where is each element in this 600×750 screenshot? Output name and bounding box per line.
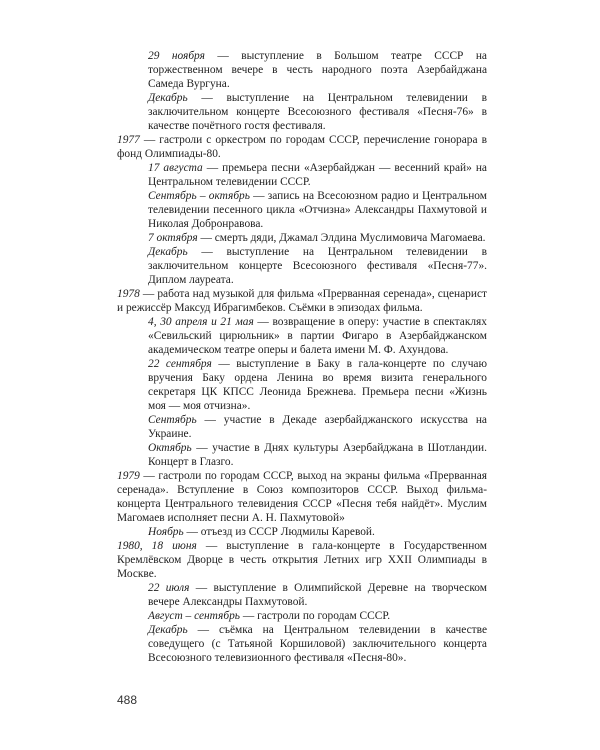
timeline-entry: 1977 — гастроли с оркестром по городам СССР, перечисление гонорара в фонд Олимпиады-80.	[117, 134, 487, 161]
timeline-entry: Декабрь — выступление на Центральном телевидении в заключительном концерте Всесоюзного фестиваля «Песня-77». Диплом лауреата.	[148, 246, 487, 287]
entry-date: Ноябрь	[148, 526, 184, 538]
entry-text: выступление в Большом театре СССР на торжественном вечере в честь народного поэта Азербайджана Самеда Вургуна.	[148, 50, 487, 91]
entry-text: участие в Днях культуры Азербайджана в Шотландии. Концерт в Глазго.	[148, 442, 487, 469]
entry-year: 1977	[117, 134, 140, 146]
entry-text: выступление на Центральном телевидении в заключительном концерте Всесоюзного фестиваля «Песня-77». Диплом лауреата.	[148, 246, 487, 287]
timeline-entry: 29 ноября — выступление в Большом театре СССР на торжественном вечере в честь народного поэта Азербайджана Самеда Вургуна.	[148, 50, 487, 91]
timeline-entry: Ноябрь — отъезд из СССР Людмилы Каревой.	[148, 526, 375, 538]
entry-text: выступление в Олимпийской Деревне на творческом вечере Александры Пахмутовой.	[148, 582, 487, 609]
entry-year: 1980, 18 июня	[117, 540, 197, 552]
entry-text: выступление в гала-концерте в Государственном Кремлёвском Дворце в честь открытия Летних игр XXII Олимпиады в Москве.	[117, 540, 487, 581]
timeline-entry: 1980, 18 июня — выступление в гала-концерте в Государственном Кремлёвском Дворце в честь открытия Летних игр XXII Олимпиады в Москве.	[117, 540, 487, 581]
entry-date: 4, 30 апреля и 21 мая	[148, 316, 254, 328]
timeline-entry: Август – сентябрь — гастроли по городам СССР.	[148, 610, 391, 622]
entry-text: смерть дяди, Джамал Элдина Муслимовича Магомаева.	[214, 232, 486, 244]
entry-date: Декабрь	[148, 624, 188, 636]
entry-text: запись на Всесоюзном радио и Центральном телевидении песенного цикла «Отчизна» Александры Пахмутовой и Николая Добронравова.	[148, 190, 487, 231]
page-number: 488	[117, 693, 138, 707]
entry-text: гастроли с оркестром по городам СССР, перечисление гонорара в фонд Олимпиады-80.	[117, 134, 487, 161]
entry-date: Октябрь	[148, 442, 192, 454]
timeline-entry: Октябрь — участие в Днях культуры Азербайджана в Шотландии. Концерт в Глазго.	[148, 442, 487, 469]
entry-year: 1979	[117, 470, 140, 482]
entry-date: 17 августа	[148, 162, 203, 174]
entry-text: премьера песни «Азербайджан — весенний край» на Центральном телевидении СССР.	[148, 162, 487, 189]
entry-date: 22 июля	[148, 582, 190, 594]
entry-text: съёмка на Центральном телевидении в качестве соведущего (с Татьяной Коршиловой) заключительного концерта Всесоюзного телевизионного фестиваля «Песня-80».	[148, 624, 488, 665]
entry-date: 29 ноября	[148, 50, 205, 62]
entry-date: Сентябрь	[148, 414, 197, 426]
entry-year: 1978	[117, 288, 140, 300]
timeline-entry: Сентябрь — участие в Декаде азербайджанского искусства на Украине.	[148, 414, 487, 441]
entry-text: выступление в Баку в гала-концерте по случаю вручения Баку ордена Ленина во время визита генерального секретаря ЦК КПСС Леонида Брежнева. Премьера песни «Жизнь моя — моя отчизна».	[148, 358, 487, 413]
entry-date: Сентябрь – октябрь	[148, 190, 250, 202]
timeline-entry: 1979 — гастроли по городам СССР, выход на экраны фильма «Прерванная серенада». Вступление в Союз композиторов СССР. Выход фильма-концерта Центрального телевидения СССР «Песня тебя найдёт». Муслим Магомаев исполняет песни А. Н. Пахмутовой»	[117, 470, 487, 525]
timeline-entry: Декабрь — выступление на Центральном телевидении в заключительном концерте Всесоюзного фестиваля «Песня-76» в качестве почётного гостя фестиваля.	[148, 92, 487, 133]
entry-date: Декабрь	[148, 92, 188, 104]
timeline-entry: 22 июля — выступление в Олимпийской Деревне на творческом вечере Александры Пахмутовой.	[148, 582, 487, 609]
timeline-entry: 1978 — работа над музыкой для фильма «Прерванная серенада», сценарист и режиссёр Максуд Ибрагимбеков. Съёмки в эпизодах фильма.	[117, 288, 487, 315]
timeline-entry: Декабрь — съёмка на Центральном телевидении в качестве соведущего (с Татьяной Коршиловой) заключительного концерта Всесоюзного телевизионного фестиваля «Песня-80».	[148, 624, 488, 665]
entry-date: Декабрь	[148, 246, 188, 258]
timeline-entry: 4, 30 апреля и 21 мая — возвращение в оперу: участие в спектаклях «Севильский цирюльник» в партии Фигаро в Азербайджанском академическом театре оперы и балета имени М. Ф. Ахундова.	[148, 316, 487, 357]
entry-text: гастроли по городам СССР.	[257, 610, 391, 622]
entry-text: работа над музыкой для фильма «Прерванная серенада», сценарист и режиссёр Максуд Ибрагимбеков. Съёмки в эпизодах фильма.	[117, 288, 487, 315]
entry-date: Август – сентябрь	[148, 610, 240, 622]
entry-text: возвращение в оперу: участие в спектаклях «Севильский цирюльник» в партии Фигаро в Азербайджанском академическом театре оперы и балета имени М. Ф. Ахундова.	[148, 316, 487, 357]
timeline-entry: 7 октября — смерть дяди, Джамал Элдина Муслимовича Магомаева.	[148, 232, 486, 244]
timeline-entry: 17 августа — премьера песни «Азербайджан — весенний край» на Центральном телевидении СССР.	[148, 162, 487, 189]
entry-text: участие в Декаде азербайджанского искусства на Украине.	[148, 414, 487, 441]
entry-date: 7 октября	[148, 232, 198, 244]
entry-text: выступление на Центральном телевидении в заключительном концерте Всесоюзного фестиваля «Песня-76» в качестве почётного гостя фестиваля.	[148, 92, 487, 133]
timeline-entry: 22 сентября — выступление в Баку в гала-концерте по случаю вручения Баку ордена Ленина во время визита генерального секретаря ЦК КПСС Леонида Брежнева. Премьера песни «Жизнь моя — моя отчизна».	[148, 358, 487, 413]
entry-text: отъезд из СССР Людмилы Каревой.	[200, 526, 375, 538]
entry-text: гастроли по городам СССР, выход на экраны фильма «Прерванная серенада». Вступление в Союз композиторов СССР. Выход фильма-концерта Центрального телевидения СССР «Песня тебя найдёт». Муслим Магомаев исполняет песни А. Н. Пахмутовой»	[117, 470, 487, 525]
entry-date: 22 сентября	[148, 358, 212, 370]
timeline-entry: Сентябрь – октябрь — запись на Всесоюзном радио и Центральном телевидении песенного цикла «Отчизна» Александры Пахмутовой и Николая Добронравова.	[148, 190, 487, 231]
